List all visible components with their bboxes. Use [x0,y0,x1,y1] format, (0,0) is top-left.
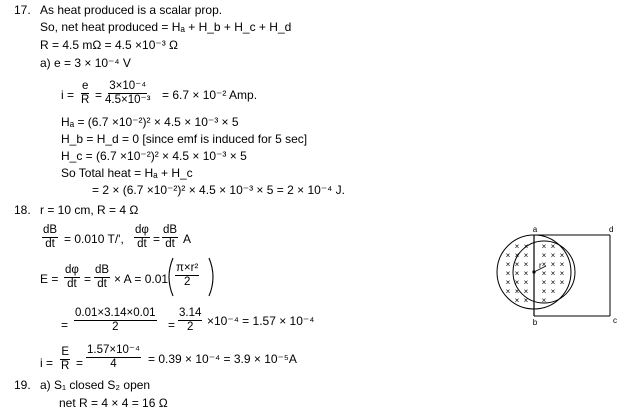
field-cross-mark: × [514,251,520,260]
problem-18-line-1: r = 10 cm, R = 4 Ω [40,203,139,217]
field-cross-mark: × [505,278,511,287]
fraction-numerator: dB [95,264,110,276]
current-lhs: i = [61,88,75,102]
field-cross-mark: × [523,287,529,296]
fraction-numerator: E [61,346,69,358]
center-point [532,270,535,273]
current-result: = 6.7 × 10⁻² Amp. [162,88,258,102]
fraction-numerator: dφ [65,264,79,276]
field-cross-mark: × [523,260,529,269]
equals-sign: = [84,272,92,286]
fraction-denominator: dt [45,238,55,250]
field-cross-mark: × [505,251,511,260]
fraction-pi-over-2 [178,307,202,334]
fraction-emf-over-resistance [104,80,151,107]
emf-result: ×10⁻⁴ = 1.57 × 10⁻⁴ [207,314,315,328]
fraction-e-over-r [60,346,70,373]
field-cross-mark: × [541,269,547,278]
field-cross-mark: × [550,260,556,269]
field-cross-mark: × [541,251,547,260]
fraction-denominator: R [61,360,70,372]
field-cross-mark: × [523,242,529,251]
fraction-pi-r-squared-over-2 [175,262,199,289]
field-cross-mark: × [514,260,520,269]
fraction-area-calculation [74,307,157,334]
field-cross-mark: × [541,287,547,296]
problem-17-number: 17. [14,3,31,17]
fraction-numerator: 3.14 [179,307,202,319]
field-cross-mark: × [550,251,556,260]
field-cross-mark: × [550,242,556,251]
field-cross-mark: × [550,278,556,287]
emf-lhs: E = [40,272,59,286]
label-b: b [532,318,538,327]
field-cross-mark: × [541,260,547,269]
field-cross-mark: × [559,269,565,278]
label-d: d [609,225,614,234]
fraction-denominator: 2 [183,276,191,288]
fraction-numerator: 0.01×3.14×0.01 [75,307,156,319]
fraction-numerator: 1.57×10⁻⁴ [87,344,140,356]
problem-19-line-1: a) S₁ closed S₂ open [40,378,151,392]
area-symbol: A [183,232,192,246]
equals-sign: = [95,88,103,102]
fraction-numerator: dB [43,224,58,236]
field-cross-mark: × [523,278,529,287]
heat-c-line: H_c = (6.7 ×10⁻²)² × 4.5 × 10⁻³ × 5 [61,149,247,163]
field-cross-mark: × [514,287,520,296]
fraction-numerator: dφ [135,224,149,236]
field-cross-mark: × [550,269,556,278]
fraction-current-calculation [86,344,141,371]
field-cross-mark: × [541,242,547,251]
field-cross-mark: × [541,278,547,287]
field-cross-mark: × [559,251,565,260]
problem-17-line-3: R = 4.5 mΩ = 4.5 ×10⁻³ Ω [40,38,179,52]
emf-area-product: × A = 0.01 [114,272,169,286]
fraction-numerator: dB [163,224,178,236]
equals-sign: = [61,318,69,332]
fraction-denominator: 2 [186,321,194,333]
heat-a-line: Hₐ = (6.7 ×10⁻²)² × 4.5 × 10⁻³ × 5 [61,115,239,129]
current-lhs: i = [40,356,54,370]
field-cross-mark: × [523,296,529,305]
fraction-e-over-r [80,80,90,107]
field-cross-mark: × [514,296,520,305]
equals-sign: = [76,356,84,370]
fraction-denominator: 2 [112,321,119,333]
fraction-dphi-dt [64,264,80,291]
equals-sign: = [168,318,176,332]
fraction-denominator: dt [137,238,147,250]
problem-19-line-2: net R = 4 × 4 = 16 Ω [59,396,168,410]
field-cross-mark: × [505,287,511,296]
fraction-denominator: dt [165,238,175,250]
fraction-db-dt [94,264,110,291]
fraction-denominator: R [81,94,90,106]
fraction-denominator: dt [67,278,77,290]
field-cross-mark: × [559,278,565,287]
label-r: r [539,261,542,270]
problem-17-line-2: So, net heat produced = Hₐ + H_b + H_c + H_d [40,20,292,34]
fraction-db-dt [162,224,178,251]
label-c: c [613,316,617,325]
problem-18-number: 18. [14,203,31,217]
rate-of-field-change: = 0.010 T/', [64,232,124,246]
fraction-denominator: dt [97,278,107,290]
field-cross-mark: × [559,260,565,269]
label-a: a [532,225,538,234]
field-crosses [506,242,565,305]
field-cross-mark: × [541,296,547,305]
fraction-numerator: π×r² [176,262,199,274]
equals-sign: = [153,232,161,246]
total-heat-result: = 2 × (6.7 ×10⁻²)² × 4.5 × 10⁻³ × 5 = 2 × 10⁻⁴ J. [92,183,345,197]
heat-b-d-line: H_b = H_d = 0 [since emf is induced for 5 sec] [61,132,308,146]
field-cross-mark: × [523,251,529,260]
field-cross-mark: × [514,269,520,278]
fraction-dphi-dt [134,224,150,251]
field-cross-mark: × [523,269,529,278]
magnetic-field-loop-diagram [490,222,630,328]
fraction-numerator: 3×10⁻⁴ [109,80,147,92]
current-result: = 0.39 × 10⁻⁴ = 3.9 × 10⁻⁵A [148,352,297,366]
field-cross-mark: × [505,260,511,269]
fraction-db-dt [42,224,58,251]
field-cross-mark: × [550,287,556,296]
fraction-numerator: e [81,80,89,92]
problem-19-number: 19. [14,378,31,392]
fraction-denominator: 4.5×10⁻³ [105,94,151,106]
problem-17-line-1: As heat produced is a scalar prop. [40,3,223,17]
problem-17-line-4: a) e = 3 × 10⁻⁴ V [40,56,131,70]
field-cross-mark: × [505,269,511,278]
field-cross-mark: × [514,242,520,251]
total-heat-line: So Total heat = Hₐ + H_c [61,166,193,180]
fraction-denominator: 4 [110,358,117,370]
field-cross-mark: × [514,278,520,287]
